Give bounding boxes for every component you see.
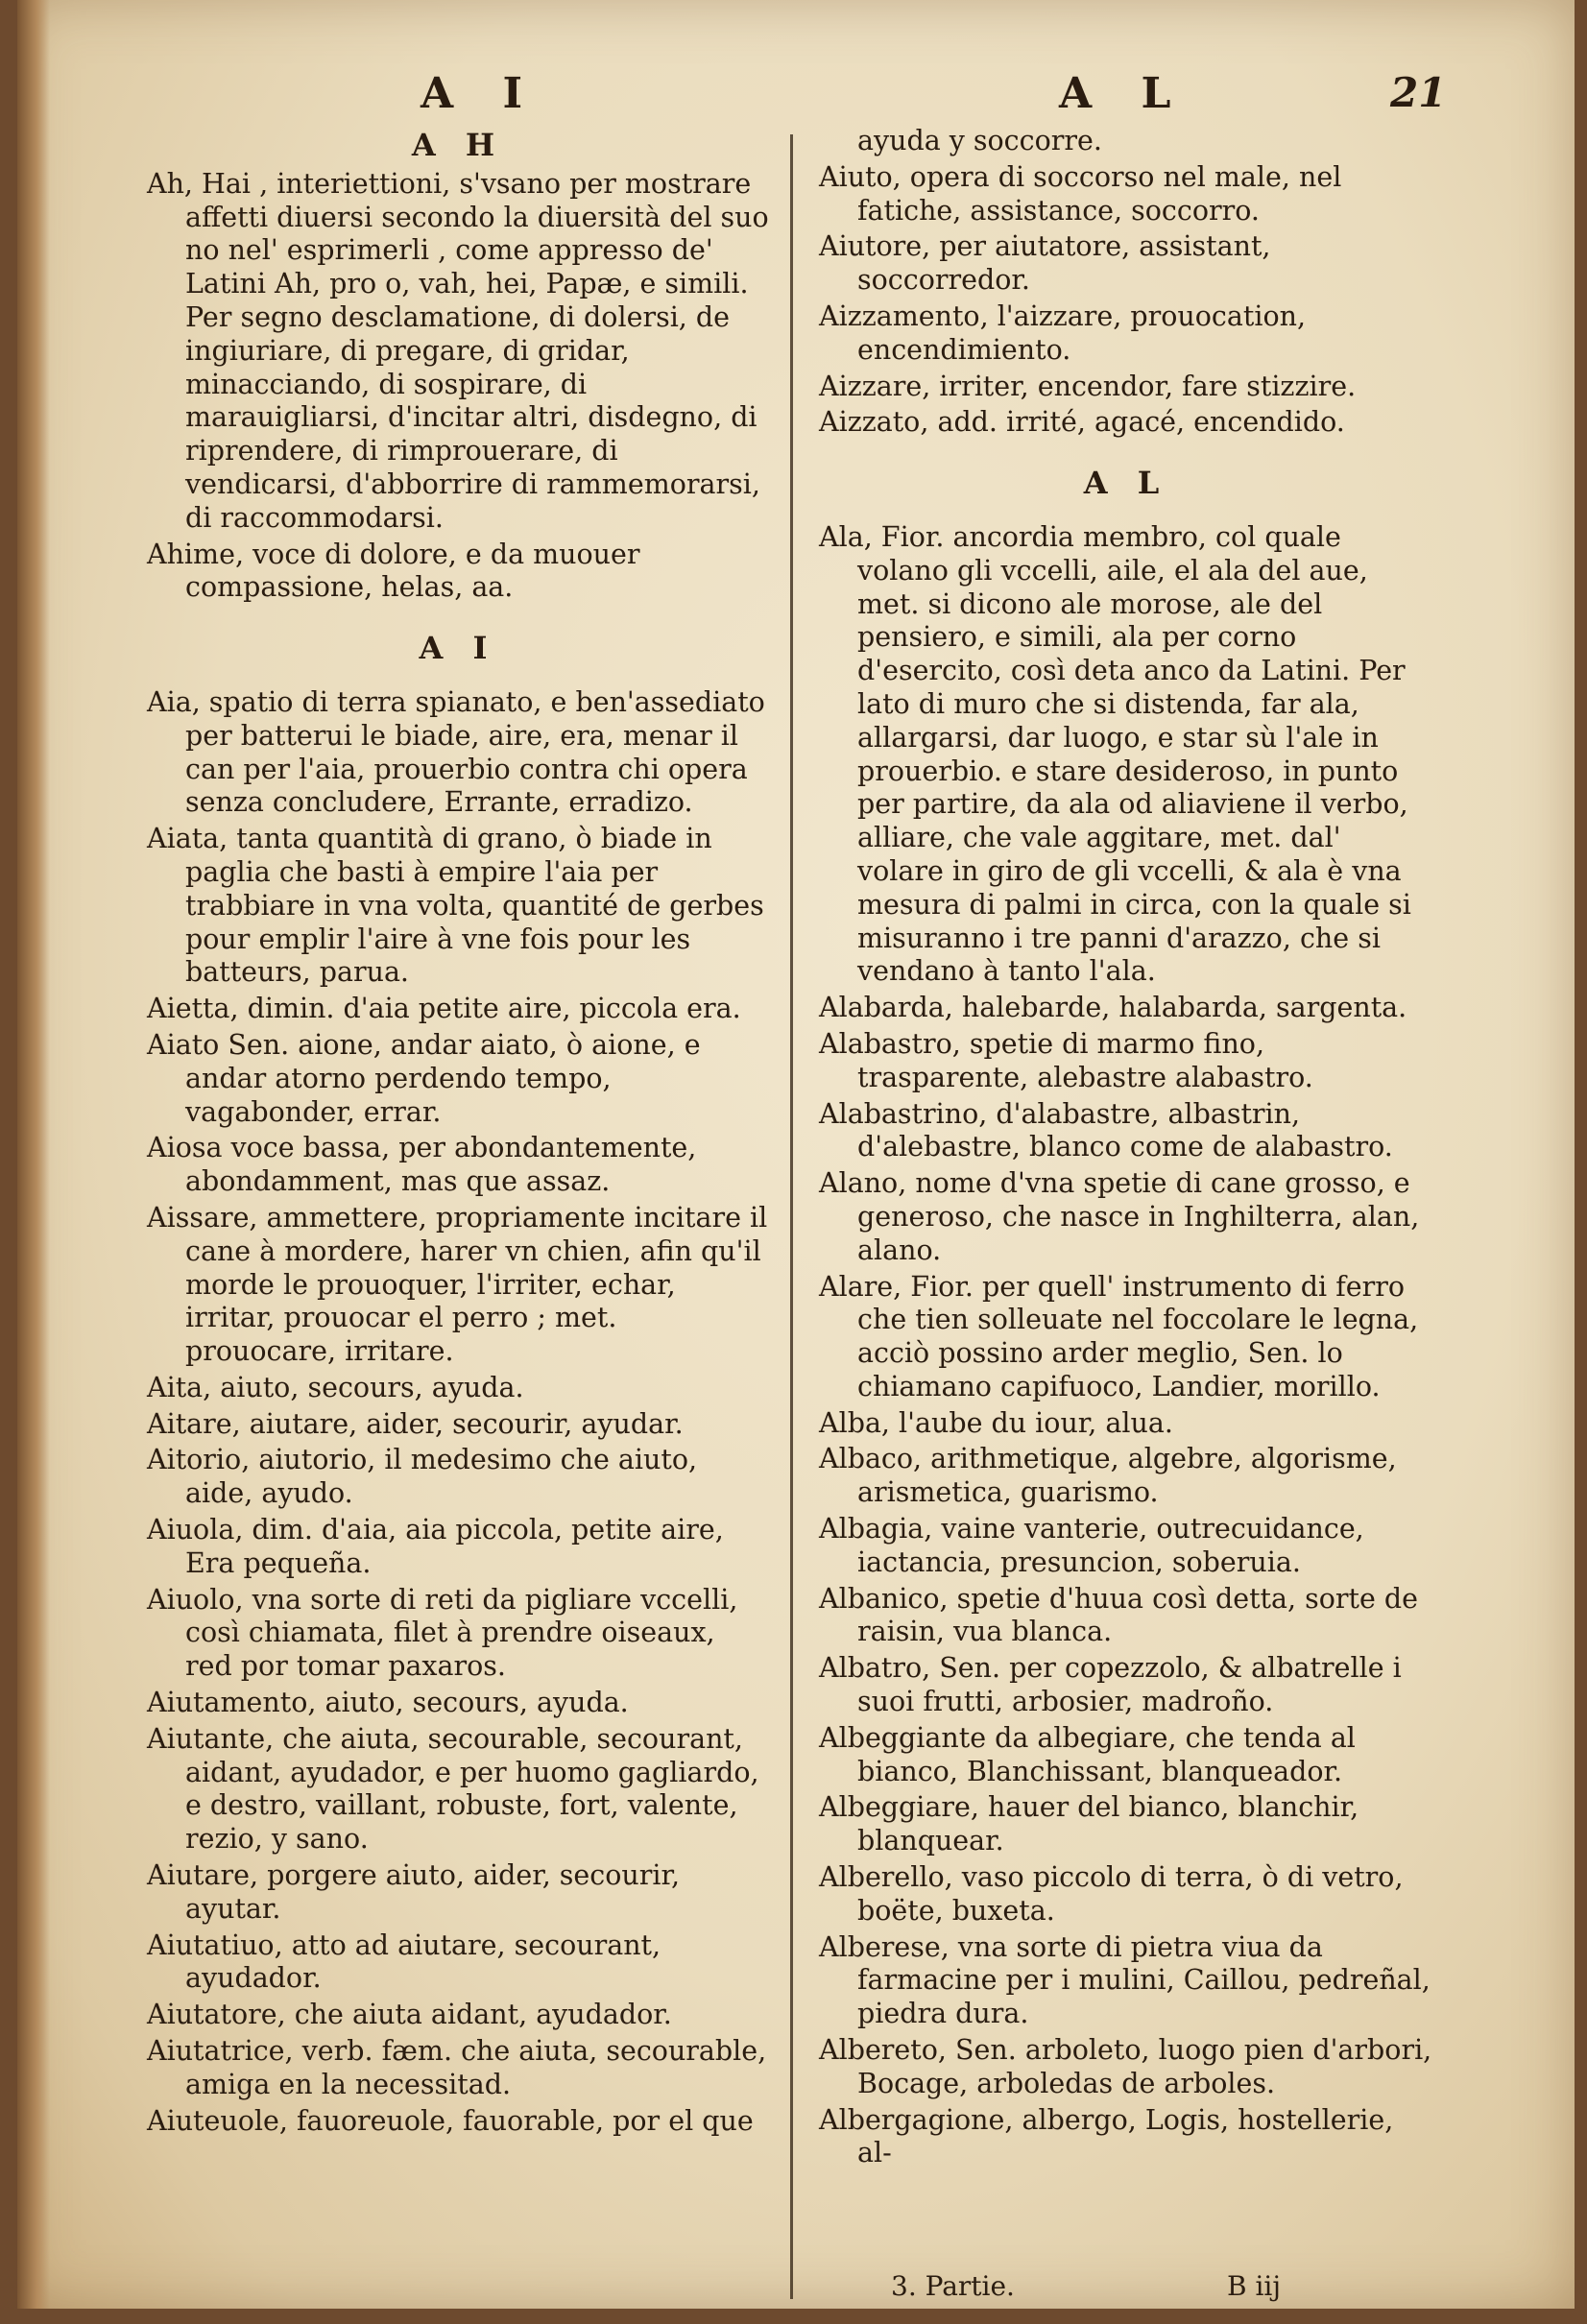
dictionary-page xyxy=(17,0,1575,2309)
dictionary-entry: Albergagione, albergo, Logis, hostellerie, al- xyxy=(819,2103,1394,2169)
dictionary-entry: Aiuolo, vna sorte di reti da pigliare vccelli, così chiamata, filet à prendre oiseaux, red por tomar paxaros. xyxy=(147,1583,738,1683)
dictionary-entry: Alba, l'aube du iour, alua. xyxy=(819,1406,1173,1439)
dictionary-entry: Aiutamento, aiuto, secours, ayuda. xyxy=(147,1687,629,1719)
left-column xyxy=(147,125,769,2141)
dictionary-entry: Aiata, tanta quantità di grano, ò biade in paglia che basti à empire l'aia per trabbiare in vna volta, quantité de gerbes pour emplir l'aire à vne fois pour les batteurs, parua. xyxy=(147,823,764,989)
dictionary-entry: Aiuteuole, fauoreuole, fauorable, por el que xyxy=(147,2104,754,2137)
dictionary-entry: Aiutante, che aiuta, secourable, secourant, aidant, ayudador, e per huomo gagliardo, e destro, vaillant, robuste, fort, valente, rezio, y sano. xyxy=(147,1722,759,1856)
dictionary-entry: Ala, Fior. ancordia membro, col quale volano gli vccelli, aile, el ala del aue, met. si dicono ale morose, ale del pensiero, e simili, ala per corno d'esercito, così deta anco da Latini. Per lato di muro che si distenda, far ala, allargarsi, dar luogo, e star sù l'ale in prouerbio. e stare desideroso, in punto per partire, da ala od aliaviene il verbo, alliare, che vale aggitare, met. dal' volare in giro de gli vccelli, & ala è vna mesura di palmi in circa, con la quale si misuranno i tre panni d'arazzo, che si vendano à tanto l'ala. xyxy=(819,520,1411,988)
dictionary-entry: Aitorio, aiutorio, il medesimo che aiuto, aide, ayudo. xyxy=(147,1444,698,1510)
footer-part: 3. Partie. xyxy=(891,2270,1015,2302)
dictionary-entry: Aiuola, dim. d'aia, aia piccola, petite aire, Era pequeña. xyxy=(147,1514,724,1579)
dictionary-entry: Aissare, ammettere, propriamente incitare il cane à mordere, harer vn chien, afin qu'il morde le prouoquer, l'irriter, echar, irritar, prouocar el perro ; met. prouocare, irritare. xyxy=(147,1201,768,1368)
dictionary-entry: Aiutore, per aiutatore, assistant, soccorredor. xyxy=(819,230,1271,297)
section-heading: A H xyxy=(411,127,505,163)
dictionary-entry: ayuda y soccorre. xyxy=(857,125,1102,156)
dictionary-entry: Aiutatore, che aiuta aidant, ayudador. xyxy=(147,1999,672,2031)
dictionary-entry: Albaco, arithmetique, algebre, algorisme, arismetica, guarismo. xyxy=(819,1443,1397,1509)
section-heading: A L xyxy=(1083,465,1169,502)
running-head-right: A L xyxy=(1059,69,1189,118)
dictionary-entry: Ahime, voce di dolore, e da muouer compassione, helas, aa. xyxy=(147,538,640,604)
right-column xyxy=(819,125,1433,2173)
dictionary-entry: Aiutatrice, verb. fæm. che aiuta, secourable, amiga en la necessitad. xyxy=(147,2035,767,2100)
dictionary-entry: Albanico, spetie d'huua così detta, sorte de raisin, vua blanca. xyxy=(819,1582,1419,1648)
dictionary-entry: Aitare, aiutare, aider, secourir, ayudar. xyxy=(147,1407,684,1440)
dictionary-entry: Alberello, vaso piccolo di terra, ò di vetro, boëte, buxeta. xyxy=(819,1861,1404,1927)
dictionary-entry: Aizzamento, l'aizzare, prouocation, encendimiento. xyxy=(819,299,1307,366)
dictionary-entry: Aiosa voce bassa, per abondantemente, abondamment, mas que assaz. xyxy=(147,1132,697,1198)
dictionary-entry: Aia, spatio di terra spianato, e ben'assediato per batterui le biade, aire, era, menar il can per l'aia, prouerbio contra chi opera senza concludere, Errante, erradizo. xyxy=(147,685,765,819)
dictionary-entry: Ah, Hai , interiettioni, s'vsano per mostrare affetti diuersi secondo la diuersità del suo no nel' esprimerli , come appresso de' Latini Ah, pro o, vah, hei, Papæ, e simili. Per segno desclamatione, di dolersi, de ingiuriare, di pregare, di gridar, minacciando, di sospirare, di marauigliarsi, d'incitar altri, disdegno, di riprendere, di rimprouerare, di vendicarsi, d'abborrire di rammemorarsi, di raccommodarsi. xyxy=(147,167,769,534)
folio-number: 21 xyxy=(1390,69,1447,116)
dictionary-entry: Aizzare, irriter, encendor, fare stizzire. xyxy=(819,370,1357,402)
column-divider xyxy=(790,134,793,2299)
dictionary-entry: Alabarda, halebarde, halabarda, sargenta. xyxy=(819,992,1407,1024)
dictionary-entry: Alberese, vna sorte di pietra viua da farmacine per i mulini, Caillou, pedreñal, piedra dura. xyxy=(819,1930,1431,2030)
dictionary-entry: Aita, aiuto, secours, ayuda. xyxy=(147,1371,524,1403)
dictionary-entry: Aiutatiuo, atto ad aiutare, secourant, ayudador. xyxy=(147,1929,661,1995)
dictionary-entry: Aiato Sen. aione, andar aiato, ò aione, e andar atorno perdendo tempo, vagabonder, errar. xyxy=(147,1028,701,1128)
dictionary-entry: Alabastro, spetie di marmo fino, trasparente, alebastre alabastro. xyxy=(819,1027,1313,1093)
dictionary-entry: Albatro, Sen. per copezzolo, & albatrelle i suoi frutti, arbosier, madroño. xyxy=(819,1652,1402,1718)
footer-signature: B iij xyxy=(1227,2270,1282,2302)
dictionary-entry: Alare, Fior. per quell' instrumento di ferro che tien solleuate nel foccolare le legna, acciò possino arder meglio, Sen. lo chiamano capifuoco, Landier, morillo. xyxy=(819,1270,1419,1402)
dictionary-entry: Albeggiante da albegiare, che tenda al bianco, Blanchissant, blanqueador. xyxy=(819,1721,1356,1787)
dictionary-entry: Aietta, dimin. d'aia petite aire, piccola era. xyxy=(147,993,741,1025)
dictionary-entry: Albagia, vaine vanterie, outrecuidance, iactancia, presuncion, soberuia. xyxy=(819,1513,1364,1578)
dictionary-entry: Albeggiare, hauer del bianco, blanchir, blanquear. xyxy=(819,1791,1359,1857)
section-heading: A I xyxy=(419,630,497,667)
dictionary-entry: Alabastrino, d'alabastre, albastrin, d'alebastre, blanco come de alabastro. xyxy=(819,1097,1393,1163)
dictionary-entry: Aiuto, opera di soccorso nel male, nel fatiche, assistance, soccorro. xyxy=(819,160,1342,227)
dictionary-entry: Aiutare, porgere aiuto, aider, secourir, ayutar. xyxy=(147,1859,681,1925)
dictionary-entry: Albereto, Sen. arboleto, luogo pien d'arbori, Bocage, arboledas de arboles. xyxy=(819,2034,1432,2099)
dictionary-entry: Aizzato, add. irrité, agacé, encendido. xyxy=(819,406,1345,439)
dictionary-entry: Alano, nome d'vna spetie di cane grosso, e generoso, che nasce in Inghilterra, alan, alano. xyxy=(819,1167,1420,1266)
page-binding-shadow xyxy=(17,0,50,2309)
running-head-left: A I xyxy=(421,69,541,118)
